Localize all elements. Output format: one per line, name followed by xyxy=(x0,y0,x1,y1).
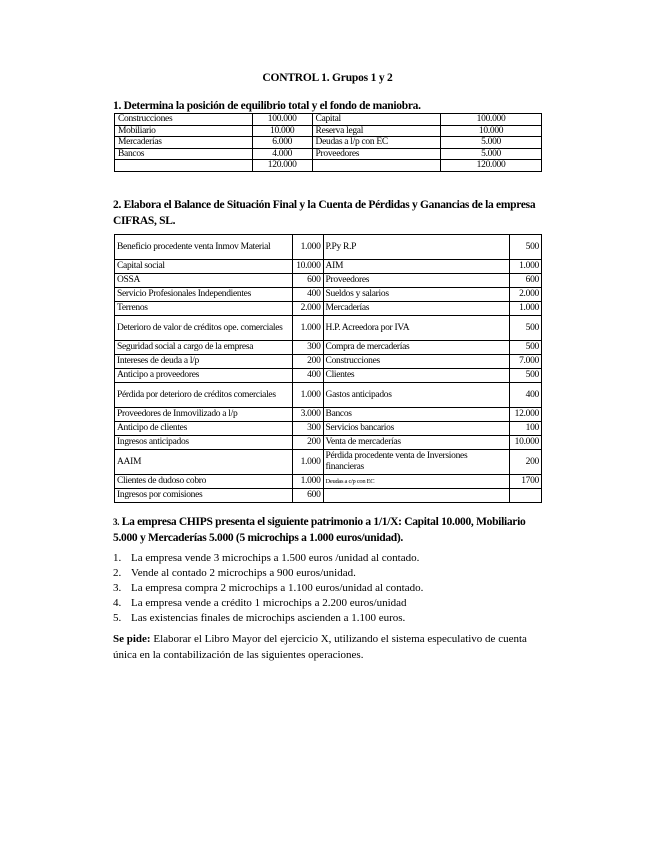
list-item xyxy=(113,611,553,626)
table-cell: 6.000 xyxy=(252,137,312,149)
table-cell: Deudas a l/p con EC xyxy=(312,137,441,149)
table-row xyxy=(115,148,542,160)
table-cell: Venta de mercaderías xyxy=(323,436,509,450)
table-cell: Mobiliario xyxy=(115,125,253,137)
sepide-label: Se pide: xyxy=(113,633,151,645)
table-cell: 12.000 xyxy=(510,408,542,422)
table-cell: 300 xyxy=(292,422,323,436)
table-cell: 500 xyxy=(510,235,542,260)
table-cell: 7.000 xyxy=(510,355,542,369)
table-cell: 600 xyxy=(292,489,323,503)
list-item-number: 2. xyxy=(113,567,122,579)
table-cell: P.Py R.P xyxy=(323,235,509,260)
section1-heading: 1. Determina la posición de equilibrio total y el fondo de maniobra. xyxy=(113,100,421,112)
table-cell: Bancos xyxy=(115,148,253,160)
table-cell: Beneficio procedente venta Inmov Material xyxy=(115,235,293,260)
list-item xyxy=(113,581,553,596)
table-cell: Clientes de dudoso cobro xyxy=(115,475,293,489)
table-cell: Pérdida procedente venta de Inversiones financieras xyxy=(323,450,509,475)
table-row xyxy=(115,316,542,341)
table-cell: 4.000 xyxy=(252,148,312,160)
table-row xyxy=(115,355,542,369)
table-cell: 200 xyxy=(292,436,323,450)
table-cell xyxy=(510,489,542,503)
section3-number: 3. xyxy=(113,517,120,527)
table-cell: 2.000 xyxy=(292,302,323,316)
table-cell: Proveedores de Inmovilizado a l/p xyxy=(115,408,293,422)
list-item-text: La empresa vende 3 microchips a 1.500 euros /unidad al contado. xyxy=(131,552,420,564)
table-row xyxy=(115,288,542,302)
balance-table xyxy=(114,113,542,172)
table-cell: Mercaderías xyxy=(115,137,253,149)
table-row xyxy=(115,383,542,408)
list-item-text: La empresa compra 2 microchips a 1.100 euros/unidad al contado. xyxy=(131,582,424,594)
list-item-number: 1. xyxy=(113,552,122,564)
table-cell xyxy=(312,160,441,172)
table-cell: 2.000 xyxy=(510,288,542,302)
table-cell: 400 xyxy=(510,383,542,408)
table-cell: 200 xyxy=(510,450,542,475)
table-cell: 120.000 xyxy=(252,160,312,172)
page-title: CONTROL 1. Grupos 1 y 2 xyxy=(262,72,393,84)
task-statement xyxy=(113,632,543,663)
table-cell: 3.000 xyxy=(292,408,323,422)
table-cell: Seguridad social a cargo de la empresa xyxy=(115,341,293,355)
table-row xyxy=(115,137,542,149)
table-cell: 1.000 xyxy=(510,302,542,316)
table-cell: 1700 xyxy=(510,475,542,489)
table-cell: Terrenos xyxy=(115,302,293,316)
section2-heading: 2. Elabora el Balance de Situación Final y la Cuenta de Pérdidas y Ganancias de la empresa CIFRAS, SL. xyxy=(113,199,536,227)
table-cell: Compra de mercaderías xyxy=(323,341,509,355)
table-cell: 5.000 xyxy=(441,148,542,160)
table-row xyxy=(115,114,542,126)
list-item xyxy=(113,596,553,611)
table-cell: Deterioro de valor de créditos ope. comerciales xyxy=(115,316,293,341)
accounts-table xyxy=(114,234,542,503)
table-cell: 1.000 xyxy=(292,450,323,475)
table-cell xyxy=(115,160,253,172)
table-cell: 600 xyxy=(510,274,542,288)
table-cell: 400 xyxy=(292,369,323,383)
table-cell: 500 xyxy=(510,369,542,383)
table-cell: Capital xyxy=(312,114,441,126)
table-row xyxy=(115,260,542,274)
table-row xyxy=(115,475,542,489)
table-row xyxy=(115,489,542,503)
table-row xyxy=(115,408,542,422)
table-cell: 120.000 xyxy=(441,160,542,172)
table-cell: Servicios bancarios xyxy=(323,422,509,436)
list-item-text: La empresa vende a crédito 1 microchips a 2.200 euros/unidad xyxy=(131,597,407,609)
table-cell: Proveedores xyxy=(312,148,441,160)
table-row xyxy=(115,302,542,316)
table-cell: Gastos anticipados xyxy=(323,383,509,408)
table-cell: Ingresos por comisiones xyxy=(115,489,293,503)
table-cell: Intereses de deuda a l/p xyxy=(115,355,293,369)
table-cell: 500 xyxy=(510,341,542,355)
table-cell: 5.000 xyxy=(441,137,542,149)
table-cell: 400 xyxy=(292,288,323,302)
table-row xyxy=(115,422,542,436)
section3-heading-text: La empresa CHIPS presenta el siguiente patrimonio a 1/1/X: Capital 10.000, Mobiliario 5.000 y Mercaderías 5.000 (5 microchips a 1.000 euros/unidad). xyxy=(113,516,526,544)
list-item-text: Las existencias finales de microchips ascienden a 1.100 euros. xyxy=(131,612,406,624)
table-cell: 1.000 xyxy=(292,235,323,260)
table-cell: 10.000 xyxy=(292,260,323,274)
table-cell: Ingresos anticipados xyxy=(115,436,293,450)
table-cell: Clientes xyxy=(323,369,509,383)
list-item-number: 3. xyxy=(113,582,122,594)
table-cell: Sueldos y salarios xyxy=(323,288,509,302)
list-item-text: Vende al contado 2 microchips a 900 euros/unidad. xyxy=(131,567,356,579)
table-cell: Construcciones xyxy=(323,355,509,369)
table-row xyxy=(115,369,542,383)
table-cell: Anticipo de clientes xyxy=(115,422,293,436)
table-cell: Construcciones xyxy=(115,114,253,126)
table-cell: 100.000 xyxy=(441,114,542,126)
list-item-number: 4. xyxy=(113,597,122,609)
table-cell: Deudas a c/p con EC xyxy=(323,475,509,489)
table-cell: Anticipo a proveedores xyxy=(115,369,293,383)
list-item xyxy=(113,566,553,581)
table-cell: Mercaderías xyxy=(323,302,509,316)
table-cell: Servicio Profesionales Independientes xyxy=(115,288,293,302)
table-row xyxy=(115,450,542,475)
table-row xyxy=(115,274,542,288)
table-cell: 100.000 xyxy=(252,114,312,126)
section3-heading xyxy=(113,514,543,546)
table-cell: 10.000 xyxy=(252,125,312,137)
table-row xyxy=(115,235,542,260)
table-cell: 300 xyxy=(292,341,323,355)
table-cell: 10.000 xyxy=(510,436,542,450)
table-row xyxy=(115,341,542,355)
list-item-number: 5. xyxy=(113,612,122,624)
table-cell: AAIM xyxy=(115,450,293,475)
table-cell: OSSA xyxy=(115,274,293,288)
table-cell: 1.000 xyxy=(292,316,323,341)
table-cell: 100 xyxy=(510,422,542,436)
table-cell: 600 xyxy=(292,274,323,288)
table-cell: Pérdida por deterioro de créditos comerciales xyxy=(115,383,293,408)
table-cell: 10.000 xyxy=(441,125,542,137)
table-cell: Proveedores xyxy=(323,274,509,288)
table-cell: 200 xyxy=(292,355,323,369)
table-row xyxy=(115,436,542,450)
list-item xyxy=(113,551,553,566)
table-cell xyxy=(323,489,509,503)
table-cell: 1.000 xyxy=(292,383,323,408)
table-cell: 1.000 xyxy=(510,260,542,274)
table-cell: 500 xyxy=(510,316,542,341)
table-cell: Bancos xyxy=(323,408,509,422)
table-cell: Reserva legal xyxy=(312,125,441,137)
operations-list xyxy=(113,551,553,626)
sepide-text: Elaborar el Libro Mayor del ejercicio X, utilizando el sistema especulativo de cuenta única en la contabilización de las siguientes operaciones. xyxy=(113,633,527,661)
table-cell: AIM xyxy=(323,260,509,274)
table-row xyxy=(115,125,542,137)
table-row xyxy=(115,160,542,172)
table-cell: H.P. Acreedora por IVA xyxy=(323,316,509,341)
table-cell: 1.000 xyxy=(292,475,323,489)
table-cell: Capital social xyxy=(115,260,293,274)
